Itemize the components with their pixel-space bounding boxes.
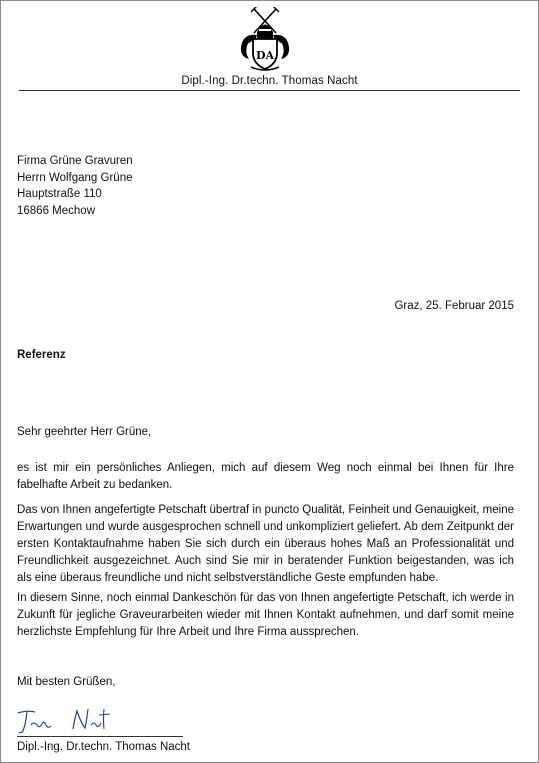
letter-closing: Mit besten Grüßen, <box>17 676 116 688</box>
header-divider <box>19 90 520 91</box>
recipient-city: 16866 Mechow <box>17 204 95 217</box>
crest-monogram: DA <box>255 49 275 62</box>
recipient-person: Herrn Wolfgang Grüne <box>17 171 133 184</box>
body-paragraph-1: es ist mir ein persönliches Anliegen, mich auf diesem Weg noch einmal bei Ihnen für Ihre fabelhafte Arbeit zu bedanken. <box>17 462 514 491</box>
signature-line <box>17 736 183 737</box>
recipient-address <box>17 153 133 219</box>
handwritten-signature <box>15 701 115 737</box>
body-paragraph-2: Das von Ihnen angefertigte Petschaft übertraf in puncto Qualität, Feinheit und Genauigkeit, meine Erwartungen und wurde ausgesprochen schnell und unkompliziert geliefert. Ab dem Zeitpunkt der ersten Kontaktaufnahme haben Sie sich durch ein überaus hohes Maß an Professionalität und Freundlichkeit ausgezeichnet. Auch sind Sie mir in beratender Funktion beigestanden, was ich als eine überaus freundliche und nicht selbstverständliche Geste empfunden habe. <box>17 504 514 584</box>
letter-subject: Referenz <box>17 349 66 361</box>
recipient-company: Firma Grüne Gravuren <box>17 155 133 167</box>
recipient-street: Hauptstraße 110 <box>17 188 102 200</box>
signer-name: Dipl.-Ing. Dr.techn. Thomas Nacht <box>17 741 190 753</box>
body-paragraph-3: In diesem Sinne, noch einmal Dankeschön für das von Ihnen angefertigte Petschaft, ich werde in Zukunft für jegliche Graveurarbeiten wieder mit Ihnen Kontakt aufnehmen, und darf somit meine herzlichste Empfehlung für Ihre Arbeit und Ihre Firma aussprechen. <box>17 592 514 638</box>
letter-salutation: Sehr geehrter Herr Grüne, <box>17 426 152 438</box>
header-name: Dipl.-Ing. Dr.techn. Thomas Nacht <box>181 75 358 87</box>
coat-of-arms-icon <box>237 7 293 71</box>
letter-date: Graz, 25. Februar 2015 <box>394 300 514 312</box>
